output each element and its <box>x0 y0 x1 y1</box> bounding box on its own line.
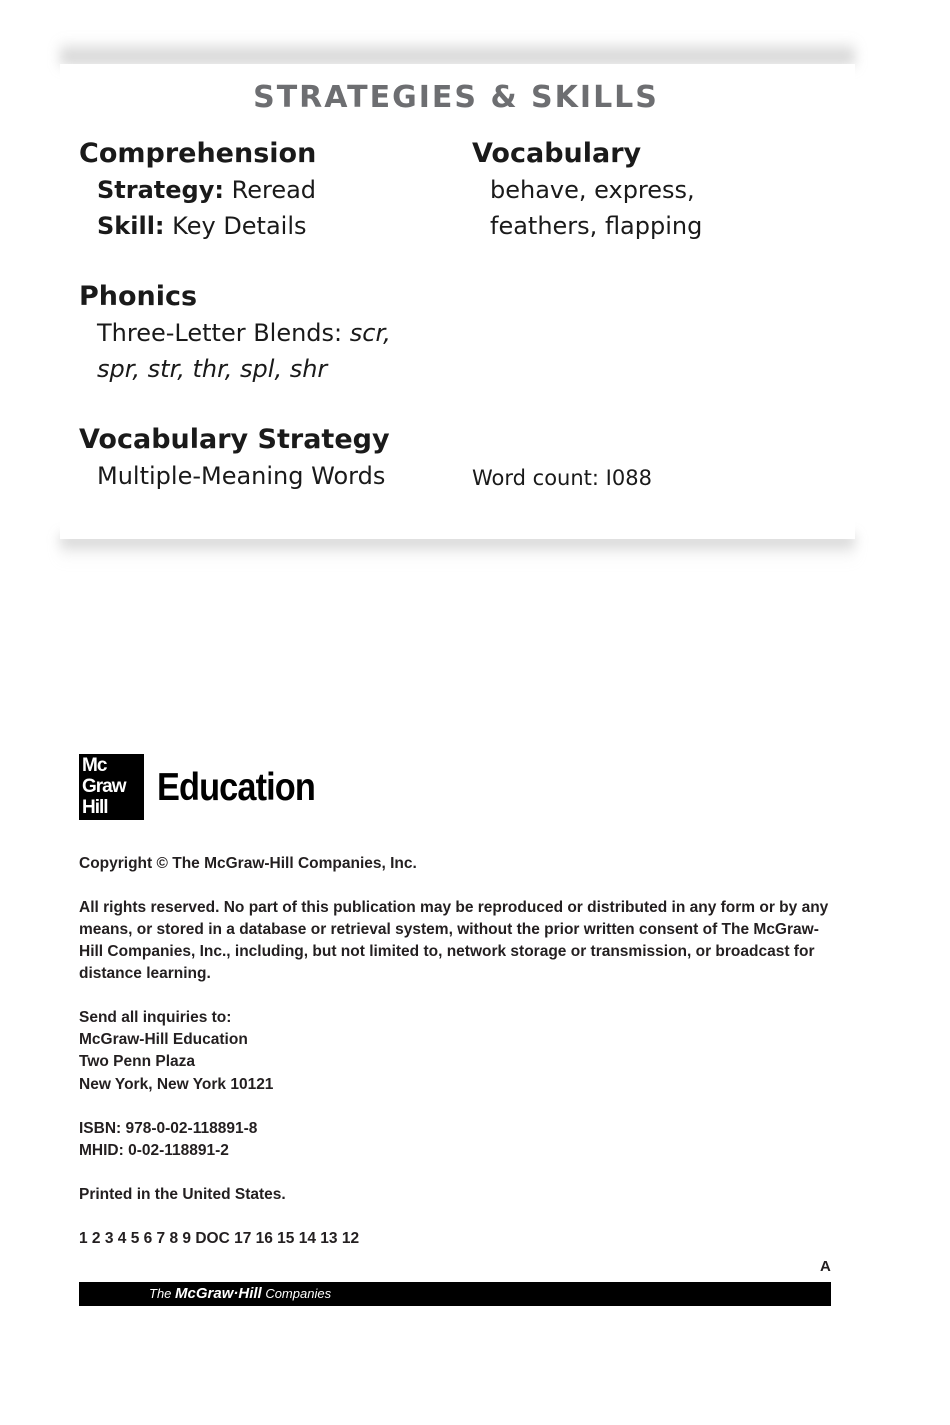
skill-value: Key Details <box>172 212 307 240</box>
inquiries-label: Send all inquiries to: <box>79 1009 232 1026</box>
address-line-2: Two Penn Plaza <box>79 1053 195 1070</box>
skill-label: Skill: <box>97 212 165 240</box>
word-count: Word count: I088 <box>472 466 652 490</box>
comprehension-strategy <box>97 176 316 204</box>
phonics-line-2 <box>97 355 327 383</box>
print-number-line: 1 2 3 4 5 6 7 8 9 DOC 17 16 15 14 13 12 <box>79 1230 360 1247</box>
address-line-3: New York, New York 10121 <box>79 1076 274 1093</box>
logo-education-word: Education <box>157 766 315 809</box>
footer-prefix: The <box>149 1286 176 1301</box>
comprehension-heading: Comprehension <box>79 138 317 169</box>
footer-suffix: Companies <box>261 1286 332 1301</box>
phonics-italic-2: spr, str, thr, spl, shr <box>97 355 328 383</box>
logo-box-line-2: Graw <box>82 776 126 797</box>
vocabulary-strategy-value: Multiple-Meaning Words <box>97 462 386 490</box>
vocabulary-line-1: behave, express, <box>490 176 695 204</box>
copyright-line: Copyright © The McGraw-Hill Companies, Inc. <box>79 855 417 872</box>
footer-brand: McGraw·Hill <box>175 1285 262 1302</box>
phonics-italic-1: scr, <box>349 319 391 347</box>
page-letter: A <box>820 1258 831 1275</box>
mhid-line: MHID: 0-02-118891-2 <box>79 1142 229 1159</box>
phonics-heading: Phonics <box>79 281 198 312</box>
vocabulary-strategy-heading: Vocabulary Strategy <box>79 424 390 455</box>
logo-box-line-3: Hill <box>82 797 108 818</box>
phonics-prefix: Three-Letter Blends: <box>97 319 350 347</box>
strategy-value: Reread <box>231 176 317 204</box>
comprehension-skill <box>97 212 307 240</box>
vocabulary-heading: Vocabulary <box>472 138 642 169</box>
footer-bar <box>79 1282 831 1306</box>
footer-text <box>149 1285 331 1302</box>
vocabulary-line-2: feathers, flapping <box>490 212 703 240</box>
address-line-1: McGraw-Hill Education <box>79 1031 248 1048</box>
printed-line: Printed in the United States. <box>79 1186 286 1203</box>
panel-bottom-shadow <box>60 535 855 563</box>
strategy-label: Strategy: <box>97 176 224 204</box>
logo-box-line-1: Mc <box>82 755 107 776</box>
rights-paragraph: All rights reserved. No part of this publication may be reproduced or distributed in any form or by any means, or stored in a database or retrieval system, without the prior written consent of The McGraw-Hill Companies, Inc., including, but not limited to, network storage or transmission, or broadcast for distance learning. <box>79 899 829 982</box>
mcgraw-hill-logo-box <box>79 754 144 820</box>
page-title: STRATEGIES & SKILLS <box>253 80 659 115</box>
phonics-line-1 <box>97 319 391 347</box>
isbn-line: ISBN: 978-0-02-118891-8 <box>79 1120 258 1137</box>
